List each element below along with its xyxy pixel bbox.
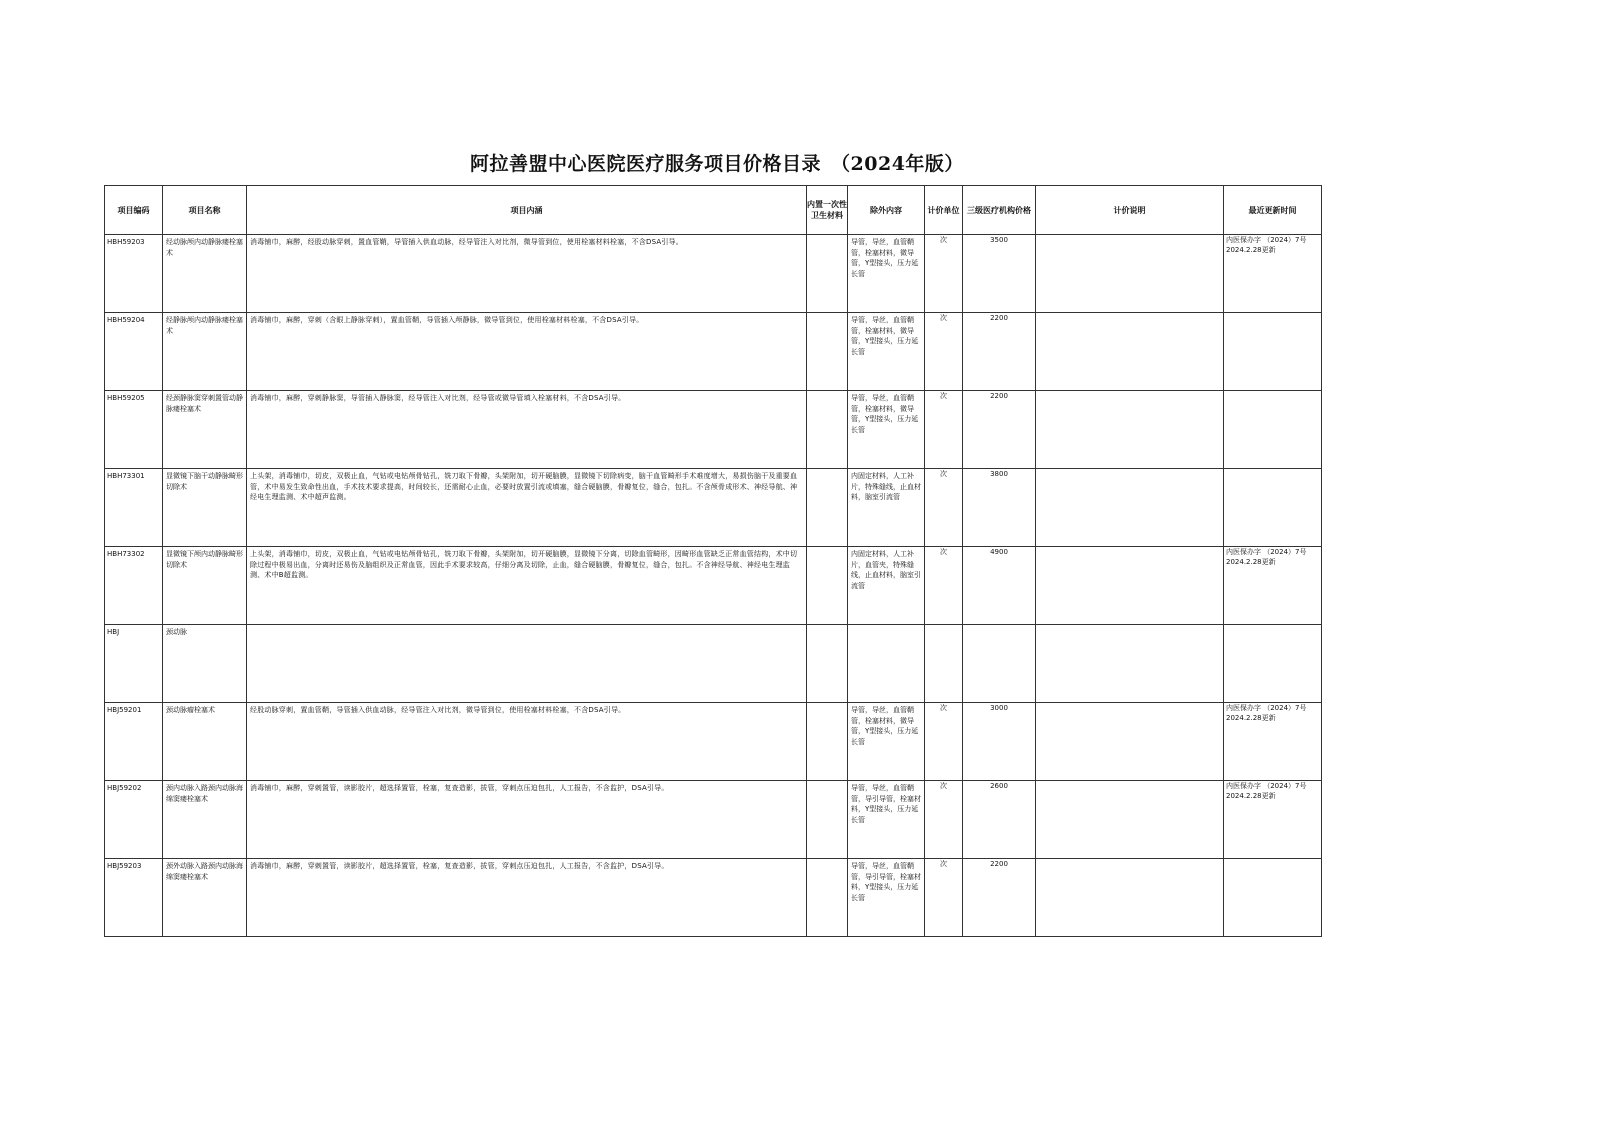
- item-name: 颈动脉瘤栓塞术: [166, 706, 215, 714]
- cell-content: [247, 625, 807, 703]
- item-name: 显微镜下颅内动静脉畸形切除术: [166, 550, 243, 569]
- price-table: [104, 185, 1322, 937]
- item-name: 颈外动脉入路颈内动脉海绵窦瘘栓塞术: [166, 862, 243, 881]
- item-price: 3500: [963, 235, 1036, 313]
- cell-code: [105, 859, 163, 937]
- item-note: [1036, 703, 1224, 781]
- cell-consumable: [807, 469, 848, 547]
- item-excluded: 导管，导丝，血管鞘管，栓塞材料，微导管，Y型接头，压力延长管: [851, 706, 919, 746]
- item-content: 消毒铺巾，麻醉，穿刺静脉窦，导管插入静脉窦，经导管注入对比剂，经导管或微导管填入栓塞材料，不含DSA引导。: [250, 394, 626, 402]
- item-unit: 次: [925, 547, 963, 625]
- cell-name: [163, 547, 247, 625]
- cell-code: [105, 781, 163, 859]
- cell-excluded: [848, 703, 925, 781]
- cell-code: [105, 313, 163, 391]
- item-updated: [1224, 313, 1321, 314]
- cell-excluded: [848, 235, 925, 313]
- item-unit: 次: [925, 781, 963, 859]
- item-code: HBJ: [107, 628, 120, 636]
- item-excluded: 导管，导丝，血管鞘管，导引导管，栓塞材料，Y型接头，压力延长管: [851, 862, 921, 902]
- item-price: 3000: [963, 703, 1036, 781]
- item-price: 2600: [963, 781, 1036, 859]
- cell-consumable: [807, 391, 848, 469]
- item-excluded: 内固定材料，人工补片，特殊缝线，止血材料，脑室引流管: [851, 472, 921, 501]
- table-row: [105, 235, 1322, 313]
- header-price: 三级医疗机构价格: [963, 186, 1036, 235]
- item-note: [1036, 313, 1224, 391]
- item-updated: 内医保办字 （2024）7号 2024.2.28更新: [1226, 782, 1307, 800]
- header-excluded: 除外内容: [848, 186, 925, 235]
- cell-name: [163, 391, 247, 469]
- header-code: 项目编码: [105, 186, 163, 235]
- cell-updated: [1224, 703, 1322, 781]
- header-content: 项目内涵: [247, 186, 807, 235]
- cell-name: [163, 781, 247, 859]
- cell-updated: [1224, 235, 1322, 313]
- item-name: 颈动脉: [166, 628, 187, 636]
- item-updated: 内医保办字 （2024）7号 2024.2.28更新: [1226, 704, 1307, 722]
- item-note: [1036, 469, 1224, 547]
- item-note: [1036, 547, 1224, 625]
- item-price: 3800: [963, 469, 1036, 547]
- header-consumable: 内置一次性卫生材料: [807, 186, 848, 235]
- table-row: [105, 313, 1322, 391]
- item-unit: 次: [925, 391, 963, 469]
- item-name: 经颈静脉窦穿刺置管动静脉瘘栓塞术: [166, 394, 243, 413]
- item-updated: [1224, 469, 1321, 470]
- cell-name: [163, 625, 247, 703]
- item-excluded: 导管，导丝，血管鞘管，栓塞材料，微导管，Y型接头，压力延长管: [851, 394, 919, 434]
- cell-consumable: [807, 703, 848, 781]
- item-excluded: 导管，导丝，血管鞘管，栓塞材料，微导管，Y型接头，压力延长管: [851, 316, 919, 356]
- cell-name: [163, 235, 247, 313]
- cell-code: [105, 391, 163, 469]
- cell-excluded: [848, 469, 925, 547]
- table-row: [105, 625, 1322, 703]
- item-code: HBJ59201: [107, 706, 142, 714]
- cell-excluded: [848, 391, 925, 469]
- cell-excluded: [848, 625, 925, 703]
- item-excluded: 导管，导丝，血管鞘管，导引导管，栓塞材料，Y型接头，压力延长管: [851, 784, 921, 824]
- item-unit: 次: [925, 235, 963, 313]
- item-price: 2200: [963, 313, 1036, 391]
- cell-name: [163, 703, 247, 781]
- item-content: 消毒铺巾，麻醉，穿刺置管，读影胶片，超选择置管，栓塞，复查造影，拔管，穿刺点压迫包扎，人工报告，不含监护，DSA引导。: [250, 784, 669, 792]
- table-row: [105, 703, 1322, 781]
- cell-content: [247, 235, 807, 313]
- item-content: 消毒铺巾，麻醉，经股动脉穿刺，置血管鞘，导管插入供血动脉，经导管注入对比剂，微导管到位，使用栓塞材料栓塞，不含DSA引导。: [250, 238, 683, 246]
- cell-content: [247, 547, 807, 625]
- item-content: 经股动脉穿刺，置血管鞘，导管插入供血动脉，经导管注入对比剂，微导管到位，使用栓塞材料栓塞，不含DSA引导。: [250, 706, 626, 714]
- cell-code: [105, 625, 163, 703]
- item-code: HBJ59202: [107, 784, 142, 792]
- item-updated: [1224, 859, 1321, 860]
- cell-consumable: [807, 625, 848, 703]
- item-updated: 内医保办字 （2024）7号 2024.2.28更新: [1226, 548, 1307, 566]
- cell-content: [247, 859, 807, 937]
- cell-name: [163, 859, 247, 937]
- item-excluded: 导管，导丝，血管鞘管，栓塞材料，微导管，Y型接头，压力延长管: [851, 238, 919, 278]
- cell-name: [163, 313, 247, 391]
- cell-content: [247, 781, 807, 859]
- cell-content: [247, 391, 807, 469]
- item-note: [1036, 859, 1224, 937]
- cell-updated: [1224, 781, 1322, 859]
- item-updated: [1224, 391, 1321, 392]
- cell-content: [247, 313, 807, 391]
- item-note: [1036, 235, 1224, 313]
- cell-consumable: [807, 547, 848, 625]
- cell-updated: [1224, 391, 1322, 469]
- cell-content: [247, 703, 807, 781]
- cell-excluded: [848, 781, 925, 859]
- cell-code: [105, 469, 163, 547]
- item-note: [1036, 391, 1224, 469]
- cell-excluded: [848, 547, 925, 625]
- item-code: HBH73301: [107, 472, 145, 480]
- item-code: HBH59204: [107, 316, 145, 324]
- item-unit: 次: [925, 703, 963, 781]
- item-note: [1036, 625, 1224, 703]
- item-content: 消毒铺巾，麻醉，穿刺置管，读影胶片，超选择置管，栓塞，复查造影，拔管，穿刺点压迫包扎，人工报告，不含监护，DSA引导。: [250, 862, 669, 870]
- header-name: 项目名称: [163, 186, 247, 235]
- item-excluded: 内固定材料，人工补片，血管夹，特殊缝线，止血材料，脑室引流管: [851, 550, 921, 590]
- cell-excluded: [848, 313, 925, 391]
- item-price: [963, 625, 1036, 703]
- item-unit: [925, 625, 963, 703]
- item-code: HBH59205: [107, 394, 145, 402]
- cell-content: [247, 469, 807, 547]
- cell-code: [105, 703, 163, 781]
- item-name: 经静脉颅内动静脉瘘栓塞术: [166, 316, 243, 335]
- cell-updated: [1224, 625, 1322, 703]
- item-content: 上头架，消毒铺巾，切皮，双极止血，气钻或电钻颅骨钻孔，铣刀取下骨瓣，头架附加，切开硬脑膜，显微镜下分离，切除血管畸形，因畸形血管缺乏正常血管结构，术中切除过程中极易出血，分离时还易伤及脑组织及正常血管，因此手术要求较高，仔细分离及切除，止血，缝合硬脑膜，骨瓣复位，缝合，包扎。不含神经导航、神经电生理监测、术中B超监测。: [250, 550, 798, 579]
- item-name: 显微镜下脑干动静脉畸形切除术: [166, 472, 243, 491]
- item-price: 4900: [963, 547, 1036, 625]
- header-unit: 计价单位: [925, 186, 963, 235]
- table-row: [105, 547, 1322, 625]
- header-note: 计价说明: [1036, 186, 1224, 235]
- item-name: 经动脉颅内动静脉瘘栓塞术: [166, 238, 243, 257]
- item-price: 2200: [963, 859, 1036, 937]
- item-unit: 次: [925, 313, 963, 391]
- cell-consumable: [807, 859, 848, 937]
- item-unit: 次: [925, 469, 963, 547]
- cell-updated: [1224, 859, 1322, 937]
- item-excluded: [848, 625, 924, 629]
- cell-consumable: [807, 235, 848, 313]
- item-code: HBH73302: [107, 550, 145, 558]
- cell-code: [105, 235, 163, 313]
- item-code: HBJ59203: [107, 862, 142, 870]
- table-row: [105, 391, 1322, 469]
- item-note: [1036, 781, 1224, 859]
- header-updated: 最近更新时间: [1224, 186, 1322, 235]
- table-row: [105, 469, 1322, 547]
- cell-consumable: [807, 781, 848, 859]
- item-code: HBH59203: [107, 238, 145, 246]
- item-name: 颈内动脉入路颈内动脉海绵窦瘘栓塞术: [166, 784, 243, 803]
- table-row: [105, 859, 1322, 937]
- cell-code: [105, 547, 163, 625]
- item-price: 2200: [963, 391, 1036, 469]
- cell-excluded: [848, 859, 925, 937]
- cell-updated: [1224, 313, 1322, 391]
- item-updated: [1224, 625, 1321, 626]
- item-content: 消毒铺巾，麻醉，穿刺（含眼上静脉穿刺），置血管鞘，导管插入颅静脉，微导管到位，使用栓塞材料栓塞，不含DSA引导。: [250, 316, 644, 324]
- item-content: [247, 625, 806, 629]
- cell-updated: [1224, 547, 1322, 625]
- document-title: 阿拉善盟中心医院医疗服务项目价格目录 （2024年版）: [470, 153, 964, 175]
- item-content: 上头架，消毒铺巾，切皮，双极止血，气钻或电钻颅骨钻孔，铣刀取下骨瓣，头架附加，切开硬脑膜，显微镜下切除病变，脑干血管畸形手术难度增大，易损伤脑干及重要血管，术中易发生致命性出血，手术技术要求提高，时间较长，还需耐心止血，必要时放置引流或填塞，缝合硬脑膜，骨瓣复位，缝合，包扎。不含颅骨成形术、神经导航、神经电生理监测、术中超声监测。: [250, 472, 798, 501]
- item-updated: 内医保办字 （2024）7号 2024.2.28更新: [1226, 236, 1307, 254]
- item-unit: 次: [925, 859, 963, 937]
- cell-consumable: [807, 313, 848, 391]
- cell-updated: [1224, 469, 1322, 547]
- table-row: [105, 781, 1322, 859]
- header-row: [105, 186, 1322, 235]
- cell-name: [163, 469, 247, 547]
